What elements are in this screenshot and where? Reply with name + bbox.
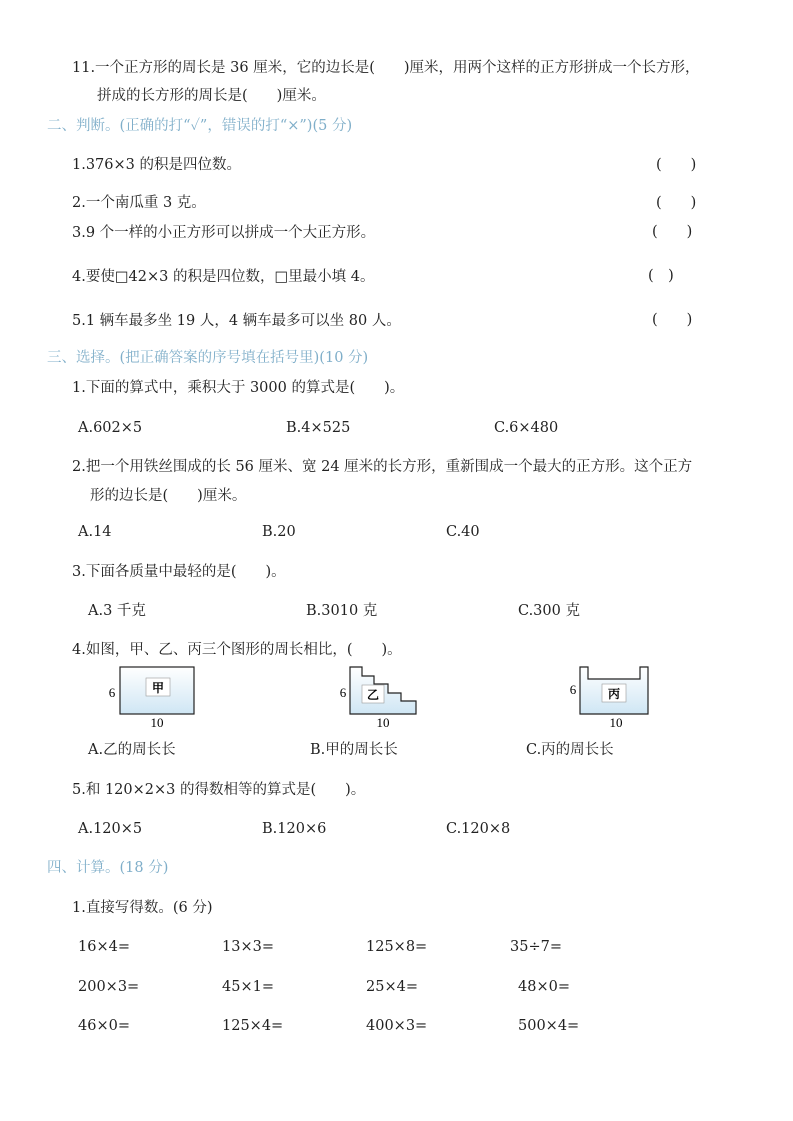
choice-q1-option-a: A.602×5	[78, 420, 143, 436]
section2-title: 二、判断。(正确的打“✓”，错误的打“×”)(5 分)	[47, 118, 353, 134]
judge-item-5: 5.1 辆车最多坐 19 人，4 辆车最多可以坐 80 人。	[72, 313, 401, 329]
figure-yi-name: 乙	[366, 688, 380, 702]
judge-item-4: 4.要使□42×3 的积是四位数，□里最小填 4。	[72, 269, 375, 285]
choice-q1-option-c: C.6×480	[494, 420, 559, 436]
calc-r1-c1: 16×4=	[78, 939, 130, 955]
choice-q2-line1: 2.把一个用铁丝围成的长 56 厘米、宽 24 厘米的长方形，重新围成一个最大的正方形。这个正方	[72, 459, 693, 475]
figure-yi	[335, 664, 427, 730]
judge-item-1: 1.376×3 的积是四位数。	[72, 157, 241, 173]
choice-q4-stem: 4.如图，甲、乙、丙三个图形的周长相比，( )。	[72, 642, 402, 658]
figure-bing-width: 10	[609, 715, 623, 730]
choice-q5-option-a: A.120×5	[78, 821, 143, 837]
calc-r1-c3: 125×8=	[366, 939, 428, 955]
choice-q2-line2: 形的边长是( )厘米。	[90, 488, 247, 504]
figure-yi-width: 10	[376, 715, 390, 730]
figure-bing-name: 丙	[607, 687, 621, 701]
calc-r2-c1: 200×3=	[78, 979, 140, 995]
figure-jia-width: 10	[150, 715, 164, 730]
choice-q2-option-c: C.40	[446, 524, 480, 540]
calc-r3-c4: 500×4=	[518, 1018, 580, 1034]
calc-r2-c3: 25×4=	[366, 979, 418, 995]
calc-r2-c2: 45×1=	[222, 979, 274, 995]
choice-q2-option-b: B.20	[262, 524, 296, 540]
choice-q3-option-a: A.3 千克	[88, 603, 146, 619]
figure-bing	[566, 664, 658, 730]
choice-q4-option-a: A.乙的周长长	[88, 742, 176, 758]
judge-paren-4: ( )	[648, 268, 674, 284]
choice-q5-option-c: C.120×8	[446, 821, 511, 837]
figure-yi-height: 6	[339, 685, 347, 700]
calc-r3-c1: 46×0=	[78, 1018, 130, 1034]
choice-q5-option-b: B.120×6	[262, 821, 327, 837]
calc-r3-c3: 400×3=	[366, 1018, 428, 1034]
choice-q3-option-b: B.3010 克	[306, 603, 378, 619]
figure-jia-height: 6	[108, 685, 116, 700]
section3-title: 三、选择。(把正确答案的序号填在括号里)(10 分)	[47, 350, 369, 366]
calc-r1-c2: 13×3=	[222, 939, 274, 955]
choice-q2-option-a: A.14	[78, 524, 112, 540]
choice-q4-option-b: B.甲的周长长	[310, 742, 398, 758]
figure-jia	[105, 664, 197, 730]
choice-q1-option-b: B.4×525	[286, 420, 351, 436]
choice-q5-stem: 5.和 120×2×3 的得数相等的算式是( )。	[72, 782, 366, 798]
choice-q1-stem: 1.下面的算式中，乘积大于 3000 的算式是( )。	[72, 380, 405, 396]
calc-r1-c4: 35÷7=	[510, 939, 562, 955]
section4-title: 四、计算。(18 分)	[47, 860, 169, 876]
judge-item-3: 3.9 个一样的小正方形可以拼成一个大正方形。	[72, 225, 376, 241]
q11-line1: 11.一个正方形的周长是 36 厘米，它的边长是( )厘米，用两个这样的正方形拼成一个长方形，	[72, 60, 700, 76]
choice-q3-stem: 3.下面各质量中最轻的是( )。	[72, 564, 286, 580]
section4-sub1: 1.直接写得数。(6 分)	[72, 900, 213, 916]
calc-r3-c2: 125×4=	[222, 1018, 284, 1034]
choice-q3-option-c: C.300 克	[518, 603, 580, 619]
q11-line2: 拼成的长方形的周长是( )厘米。	[97, 88, 326, 104]
figure-jia-name: 甲	[151, 681, 165, 695]
judge-paren-2: ( )	[656, 195, 697, 211]
judge-paren-3: ( )	[652, 224, 693, 240]
judge-paren-1: ( )	[656, 157, 697, 173]
judge-paren-5: ( )	[652, 312, 693, 328]
figure-bing-height: 6	[569, 682, 577, 697]
choice-q4-option-c: C.丙的周长长	[526, 742, 614, 758]
calc-r2-c4: 48×0=	[518, 979, 570, 995]
judge-item-2: 2.一个南瓜重 3 克。	[72, 195, 206, 211]
